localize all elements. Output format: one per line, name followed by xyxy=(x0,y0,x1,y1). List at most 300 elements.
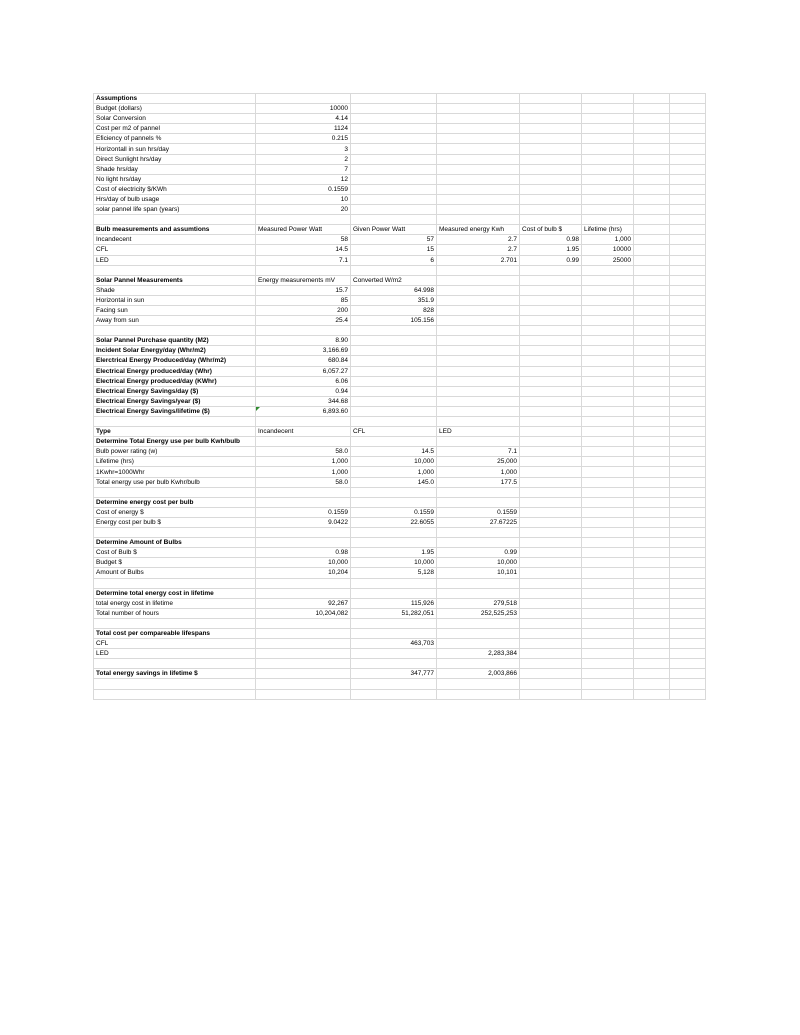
value-cell[interactable]: 0.1559 xyxy=(351,507,437,517)
value-cell[interactable] xyxy=(520,94,582,104)
row-label-cell[interactable]: Eficiency of pannels % xyxy=(94,134,256,144)
row-label-cell[interactable] xyxy=(94,618,256,628)
row-label-cell[interactable]: Solar Pannel Measurements xyxy=(94,275,256,285)
value-cell[interactable] xyxy=(670,225,706,235)
value-cell[interactable] xyxy=(437,205,520,215)
row-label-cell[interactable]: Shade xyxy=(94,285,256,295)
row-label-cell[interactable]: Assumptions xyxy=(94,94,256,104)
value-cell[interactable] xyxy=(670,255,706,265)
value-cell[interactable] xyxy=(634,305,670,315)
value-cell[interactable]: 279,518 xyxy=(437,598,520,608)
value-cell[interactable]: 145.0 xyxy=(351,477,437,487)
value-cell[interactable] xyxy=(351,346,437,356)
value-cell[interactable] xyxy=(437,497,520,507)
value-cell[interactable] xyxy=(582,205,634,215)
value-cell[interactable] xyxy=(670,639,706,649)
row-label-cell[interactable] xyxy=(94,679,256,689)
row-label-cell[interactable]: CFL xyxy=(94,639,256,649)
value-cell[interactable] xyxy=(634,649,670,659)
row-label-cell[interactable] xyxy=(94,417,256,427)
value-cell[interactable] xyxy=(520,396,582,406)
value-cell[interactable]: 1,000 xyxy=(256,457,351,467)
value-cell[interactable] xyxy=(520,104,582,114)
value-cell[interactable] xyxy=(670,275,706,285)
value-cell[interactable] xyxy=(670,628,706,638)
value-cell[interactable] xyxy=(634,336,670,346)
value-cell[interactable] xyxy=(670,528,706,538)
value-cell[interactable]: 10,000 xyxy=(256,558,351,568)
value-cell[interactable] xyxy=(670,305,706,315)
value-cell[interactable]: 10 xyxy=(256,194,351,204)
value-cell[interactable] xyxy=(634,285,670,295)
value-cell[interactable] xyxy=(582,588,634,598)
value-cell[interactable]: 10,204 xyxy=(256,568,351,578)
value-cell[interactable] xyxy=(670,366,706,376)
value-cell[interactable] xyxy=(634,558,670,568)
value-cell[interactable] xyxy=(634,659,670,669)
value-cell[interactable] xyxy=(520,205,582,215)
value-cell[interactable]: 25,000 xyxy=(437,457,520,467)
value-cell[interactable] xyxy=(520,346,582,356)
value-cell[interactable]: 14.5 xyxy=(256,245,351,255)
value-cell[interactable]: 200 xyxy=(256,305,351,315)
value-cell[interactable] xyxy=(437,487,520,497)
value-cell[interactable] xyxy=(582,659,634,669)
value-cell[interactable]: 463,703 xyxy=(351,639,437,649)
value-cell[interactable] xyxy=(520,366,582,376)
row-label-cell[interactable]: Cost of electricity $/KWh xyxy=(94,184,256,194)
value-cell[interactable]: 6 xyxy=(351,255,437,265)
value-cell[interactable] xyxy=(351,114,437,124)
value-cell[interactable] xyxy=(520,477,582,487)
value-cell[interactable]: 10000 xyxy=(256,104,351,114)
value-cell[interactable] xyxy=(437,285,520,295)
value-cell[interactable]: 0.1559 xyxy=(437,507,520,517)
value-cell[interactable] xyxy=(582,134,634,144)
value-cell[interactable]: 85 xyxy=(256,295,351,305)
value-cell[interactable]: 0.1559 xyxy=(256,184,351,194)
value-cell[interactable] xyxy=(351,184,437,194)
value-cell[interactable] xyxy=(520,679,582,689)
value-cell[interactable] xyxy=(520,265,582,275)
value-cell[interactable] xyxy=(437,94,520,104)
value-cell[interactable]: Converted W/m2 xyxy=(351,275,437,285)
row-label-cell[interactable]: Solar Pannel Purchase quantity (M2) xyxy=(94,336,256,346)
row-label-cell[interactable]: Energy cost per bulb $ xyxy=(94,517,256,527)
value-cell[interactable] xyxy=(582,618,634,628)
value-cell[interactable] xyxy=(520,154,582,164)
value-cell[interactable] xyxy=(437,386,520,396)
value-cell[interactable] xyxy=(670,164,706,174)
value-cell[interactable] xyxy=(437,215,520,225)
row-label-cell[interactable]: Amount of Bulbs xyxy=(94,568,256,578)
value-cell[interactable] xyxy=(634,538,670,548)
value-cell[interactable] xyxy=(634,497,670,507)
value-cell[interactable] xyxy=(582,285,634,295)
value-cell[interactable]: Incandecent xyxy=(256,427,351,437)
value-cell[interactable]: 5,128 xyxy=(351,568,437,578)
value-cell[interactable] xyxy=(351,679,437,689)
value-cell[interactable]: 10,000 xyxy=(351,457,437,467)
value-cell[interactable] xyxy=(634,245,670,255)
value-cell[interactable] xyxy=(670,184,706,194)
value-cell[interactable] xyxy=(351,628,437,638)
value-cell[interactable]: 10,204,082 xyxy=(256,608,351,618)
value-cell[interactable] xyxy=(256,578,351,588)
value-cell[interactable] xyxy=(520,487,582,497)
value-cell[interactable] xyxy=(582,275,634,285)
value-cell[interactable] xyxy=(634,588,670,598)
value-cell[interactable]: 344.68 xyxy=(256,396,351,406)
value-cell[interactable] xyxy=(437,618,520,628)
value-cell[interactable] xyxy=(670,406,706,416)
value-cell[interactable] xyxy=(582,305,634,315)
value-cell[interactable] xyxy=(634,376,670,386)
value-cell[interactable]: 8.90 xyxy=(256,336,351,346)
row-label-cell[interactable]: Horizontal in sun xyxy=(94,295,256,305)
value-cell[interactable]: 4.14 xyxy=(256,114,351,124)
value-cell[interactable] xyxy=(582,346,634,356)
value-cell[interactable] xyxy=(520,336,582,346)
value-cell[interactable]: 680.84 xyxy=(256,356,351,366)
value-cell[interactable] xyxy=(256,588,351,598)
row-label-cell[interactable]: Electrical Energy produced/day (KWhr) xyxy=(94,376,256,386)
value-cell[interactable] xyxy=(351,104,437,114)
value-cell[interactable]: 0.99 xyxy=(520,255,582,265)
value-cell[interactable] xyxy=(520,326,582,336)
value-cell[interactable]: 2.7 xyxy=(437,235,520,245)
value-cell[interactable] xyxy=(520,457,582,467)
value-cell[interactable] xyxy=(351,164,437,174)
value-cell[interactable]: 58.0 xyxy=(256,477,351,487)
value-cell[interactable] xyxy=(634,366,670,376)
value-cell[interactable] xyxy=(437,154,520,164)
row-label-cell[interactable]: 1Kwhr=1000Whr xyxy=(94,467,256,477)
row-label-cell[interactable] xyxy=(94,487,256,497)
value-cell[interactable] xyxy=(351,144,437,154)
value-cell[interactable]: CFL xyxy=(351,427,437,437)
value-cell[interactable] xyxy=(670,94,706,104)
row-label-cell[interactable]: Facing sun xyxy=(94,305,256,315)
value-cell[interactable] xyxy=(520,517,582,527)
row-label-cell[interactable]: Elerctrical Energy Produced/day (Whr/m2) xyxy=(94,356,256,366)
value-cell[interactable] xyxy=(670,174,706,184)
value-cell[interactable] xyxy=(520,134,582,144)
value-cell[interactable]: Cost of bulb $ xyxy=(520,225,582,235)
value-cell[interactable] xyxy=(634,467,670,477)
value-cell[interactable] xyxy=(670,608,706,618)
value-cell[interactable] xyxy=(351,366,437,376)
value-cell[interactable] xyxy=(634,669,670,679)
value-cell[interactable] xyxy=(520,659,582,669)
value-cell[interactable]: 828 xyxy=(351,305,437,315)
row-label-cell[interactable]: Horizontall in sun hrs/day xyxy=(94,144,256,154)
value-cell[interactable] xyxy=(437,124,520,134)
value-cell[interactable] xyxy=(520,437,582,447)
row-label-cell[interactable] xyxy=(94,528,256,538)
value-cell[interactable] xyxy=(582,396,634,406)
value-cell[interactable] xyxy=(520,376,582,386)
value-cell[interactable] xyxy=(582,326,634,336)
value-cell[interactable] xyxy=(582,639,634,649)
value-cell[interactable] xyxy=(670,517,706,527)
value-cell[interactable] xyxy=(582,568,634,578)
value-cell[interactable]: 1,000 xyxy=(256,467,351,477)
value-cell[interactable] xyxy=(256,538,351,548)
row-label-cell[interactable] xyxy=(94,659,256,669)
value-cell[interactable] xyxy=(437,538,520,548)
row-label-cell[interactable]: Budget (dollars) xyxy=(94,104,256,114)
row-label-cell[interactable]: Total number of hours xyxy=(94,608,256,618)
value-cell[interactable] xyxy=(670,205,706,215)
value-cell[interactable] xyxy=(670,669,706,679)
value-cell[interactable] xyxy=(582,497,634,507)
value-cell[interactable] xyxy=(634,194,670,204)
row-label-cell[interactable] xyxy=(94,215,256,225)
value-cell[interactable] xyxy=(437,689,520,699)
value-cell[interactable] xyxy=(670,598,706,608)
value-cell[interactable] xyxy=(351,134,437,144)
value-cell[interactable]: 351.9 xyxy=(351,295,437,305)
value-cell[interactable] xyxy=(670,588,706,598)
value-cell[interactable] xyxy=(670,618,706,628)
value-cell[interactable]: 27.67225 xyxy=(437,517,520,527)
value-cell[interactable] xyxy=(634,346,670,356)
value-cell[interactable] xyxy=(670,154,706,164)
value-cell[interactable] xyxy=(582,104,634,114)
value-cell[interactable] xyxy=(520,164,582,174)
value-cell[interactable]: 7.1 xyxy=(437,447,520,457)
row-label-cell[interactable]: LED xyxy=(94,255,256,265)
value-cell[interactable] xyxy=(520,406,582,416)
value-cell[interactable] xyxy=(582,487,634,497)
value-cell[interactable] xyxy=(582,467,634,477)
value-cell[interactable] xyxy=(256,326,351,336)
value-cell[interactable] xyxy=(582,437,634,447)
value-cell[interactable] xyxy=(634,326,670,336)
value-cell[interactable] xyxy=(634,94,670,104)
row-label-cell[interactable] xyxy=(94,689,256,699)
value-cell[interactable] xyxy=(670,124,706,134)
value-cell[interactable] xyxy=(670,245,706,255)
value-cell[interactable] xyxy=(634,255,670,265)
value-cell[interactable] xyxy=(351,578,437,588)
value-cell[interactable] xyxy=(520,548,582,558)
value-cell[interactable] xyxy=(670,689,706,699)
value-cell[interactable]: 3 xyxy=(256,144,351,154)
value-cell[interactable]: Energy measurements mV xyxy=(256,275,351,285)
row-label-cell[interactable]: Cost per m2 of pannel xyxy=(94,124,256,134)
value-cell[interactable]: 0.98 xyxy=(520,235,582,245)
value-cell[interactable] xyxy=(582,679,634,689)
value-cell[interactable] xyxy=(670,396,706,406)
value-cell[interactable] xyxy=(670,295,706,305)
value-cell[interactable] xyxy=(582,406,634,416)
value-cell[interactable] xyxy=(437,639,520,649)
row-label-cell[interactable]: Type xyxy=(94,427,256,437)
value-cell[interactable] xyxy=(351,326,437,336)
value-cell[interactable] xyxy=(634,427,670,437)
value-cell[interactable] xyxy=(582,94,634,104)
value-cell[interactable] xyxy=(520,618,582,628)
value-cell[interactable] xyxy=(582,336,634,346)
value-cell[interactable] xyxy=(520,356,582,366)
value-cell[interactable] xyxy=(670,679,706,689)
value-cell[interactable] xyxy=(351,406,437,416)
row-label-cell[interactable]: Incident Solar Energy/day (Whr/m2) xyxy=(94,346,256,356)
value-cell[interactable] xyxy=(256,669,351,679)
value-cell[interactable] xyxy=(256,639,351,649)
row-label-cell[interactable]: Bulb measurements and assumtions xyxy=(94,225,256,235)
value-cell[interactable] xyxy=(670,134,706,144)
value-cell[interactable]: 25.4 xyxy=(256,316,351,326)
value-cell[interactable] xyxy=(520,295,582,305)
value-cell[interactable] xyxy=(520,144,582,154)
value-cell[interactable] xyxy=(351,538,437,548)
value-cell[interactable] xyxy=(670,346,706,356)
value-cell[interactable] xyxy=(256,94,351,104)
value-cell[interactable] xyxy=(634,396,670,406)
value-cell[interactable]: 177.5 xyxy=(437,477,520,487)
value-cell[interactable] xyxy=(670,336,706,346)
value-cell[interactable] xyxy=(670,467,706,477)
value-cell[interactable]: 252,525,253 xyxy=(437,608,520,618)
value-cell[interactable] xyxy=(520,649,582,659)
value-cell[interactable] xyxy=(256,437,351,447)
value-cell[interactable] xyxy=(634,114,670,124)
value-cell[interactable] xyxy=(634,215,670,225)
value-cell[interactable] xyxy=(634,608,670,618)
value-cell[interactable] xyxy=(634,568,670,578)
value-cell[interactable]: 1124 xyxy=(256,124,351,134)
value-cell[interactable] xyxy=(437,265,520,275)
value-cell[interactable] xyxy=(670,538,706,548)
value-cell[interactable] xyxy=(351,265,437,275)
value-cell[interactable] xyxy=(670,548,706,558)
value-cell[interactable] xyxy=(670,104,706,114)
value-cell[interactable] xyxy=(670,437,706,447)
value-cell[interactable]: 58 xyxy=(256,235,351,245)
value-cell[interactable] xyxy=(437,114,520,124)
value-cell[interactable] xyxy=(582,507,634,517)
value-cell[interactable] xyxy=(437,376,520,386)
value-cell[interactable] xyxy=(582,669,634,679)
value-cell[interactable]: Given Power Watt xyxy=(351,225,437,235)
value-cell[interactable] xyxy=(670,326,706,336)
value-cell[interactable]: 10,101 xyxy=(437,568,520,578)
value-cell[interactable] xyxy=(351,215,437,225)
value-cell[interactable] xyxy=(351,376,437,386)
value-cell[interactable]: 12 xyxy=(256,174,351,184)
value-cell[interactable] xyxy=(582,124,634,134)
value-cell[interactable] xyxy=(670,649,706,659)
value-cell[interactable] xyxy=(520,174,582,184)
row-label-cell[interactable] xyxy=(94,578,256,588)
value-cell[interactable] xyxy=(582,144,634,154)
value-cell[interactable]: 7 xyxy=(256,164,351,174)
value-cell[interactable] xyxy=(582,598,634,608)
value-cell[interactable] xyxy=(634,316,670,326)
row-label-cell[interactable]: Determine total energy cost in lifetime xyxy=(94,588,256,598)
row-label-cell[interactable]: No light hrs/day xyxy=(94,174,256,184)
value-cell[interactable] xyxy=(634,507,670,517)
row-label-cell[interactable]: Solar Conversion xyxy=(94,114,256,124)
value-cell[interactable] xyxy=(351,588,437,598)
row-label-cell[interactable]: Budget $ xyxy=(94,558,256,568)
row-label-cell[interactable]: Cost of Bulb $ xyxy=(94,548,256,558)
value-cell[interactable] xyxy=(520,447,582,457)
value-cell[interactable] xyxy=(670,507,706,517)
value-cell[interactable] xyxy=(520,194,582,204)
value-cell[interactable] xyxy=(520,275,582,285)
value-cell[interactable]: 9.0422 xyxy=(256,517,351,527)
row-label-cell[interactable]: solar pannel life span (years) xyxy=(94,205,256,215)
value-cell[interactable]: 25000 xyxy=(582,255,634,265)
value-cell[interactable] xyxy=(437,164,520,174)
value-cell[interactable]: 15.7 xyxy=(256,285,351,295)
value-cell[interactable] xyxy=(351,689,437,699)
row-label-cell[interactable]: Shade hrs/day xyxy=(94,164,256,174)
value-cell[interactable] xyxy=(634,639,670,649)
value-cell[interactable] xyxy=(582,376,634,386)
value-cell[interactable] xyxy=(520,528,582,538)
value-cell[interactable] xyxy=(670,568,706,578)
value-cell[interactable] xyxy=(582,517,634,527)
value-cell[interactable] xyxy=(437,275,520,285)
value-cell[interactable] xyxy=(634,406,670,416)
value-cell[interactable]: 347,777 xyxy=(351,669,437,679)
row-label-cell[interactable]: Determine Total Energy use per bulb Kwh/bulb xyxy=(94,437,256,447)
value-cell[interactable] xyxy=(256,618,351,628)
value-cell[interactable] xyxy=(582,417,634,427)
value-cell[interactable] xyxy=(634,164,670,174)
value-cell[interactable] xyxy=(437,356,520,366)
value-cell[interactable]: Measured Power Watt xyxy=(256,225,351,235)
row-label-cell[interactable]: Total energy use per bulb Kwhr/bulb xyxy=(94,477,256,487)
value-cell[interactable] xyxy=(670,659,706,669)
value-cell[interactable] xyxy=(256,497,351,507)
value-cell[interactable]: 3,166.69 xyxy=(256,346,351,356)
value-cell[interactable] xyxy=(634,477,670,487)
value-cell[interactable] xyxy=(520,598,582,608)
value-cell[interactable] xyxy=(634,104,670,114)
value-cell[interactable] xyxy=(351,528,437,538)
value-cell[interactable]: 14.5 xyxy=(351,447,437,457)
value-cell[interactable] xyxy=(437,528,520,538)
value-cell[interactable] xyxy=(582,215,634,225)
row-label-cell[interactable]: Bulb power rating (w) xyxy=(94,447,256,457)
value-cell[interactable] xyxy=(351,205,437,215)
value-cell[interactable]: 22.6055 xyxy=(351,517,437,527)
value-cell[interactable]: 6,893.60 xyxy=(256,406,351,416)
value-cell[interactable] xyxy=(520,608,582,618)
value-cell[interactable] xyxy=(351,396,437,406)
value-cell[interactable] xyxy=(582,649,634,659)
value-cell[interactable]: 0.99 xyxy=(437,548,520,558)
value-cell[interactable]: LED xyxy=(437,427,520,437)
value-cell[interactable]: 57 xyxy=(351,235,437,245)
row-label-cell[interactable]: Determine Amount of Bulbs xyxy=(94,538,256,548)
value-cell[interactable] xyxy=(634,689,670,699)
value-cell[interactable] xyxy=(437,336,520,346)
value-cell[interactable]: 2.701 xyxy=(437,255,520,265)
value-cell[interactable]: 92,267 xyxy=(256,598,351,608)
row-label-cell[interactable]: Lifetime (hrs) xyxy=(94,457,256,467)
value-cell[interactable] xyxy=(670,497,706,507)
value-cell[interactable]: 6.06 xyxy=(256,376,351,386)
value-cell[interactable] xyxy=(520,507,582,517)
value-cell[interactable] xyxy=(351,497,437,507)
